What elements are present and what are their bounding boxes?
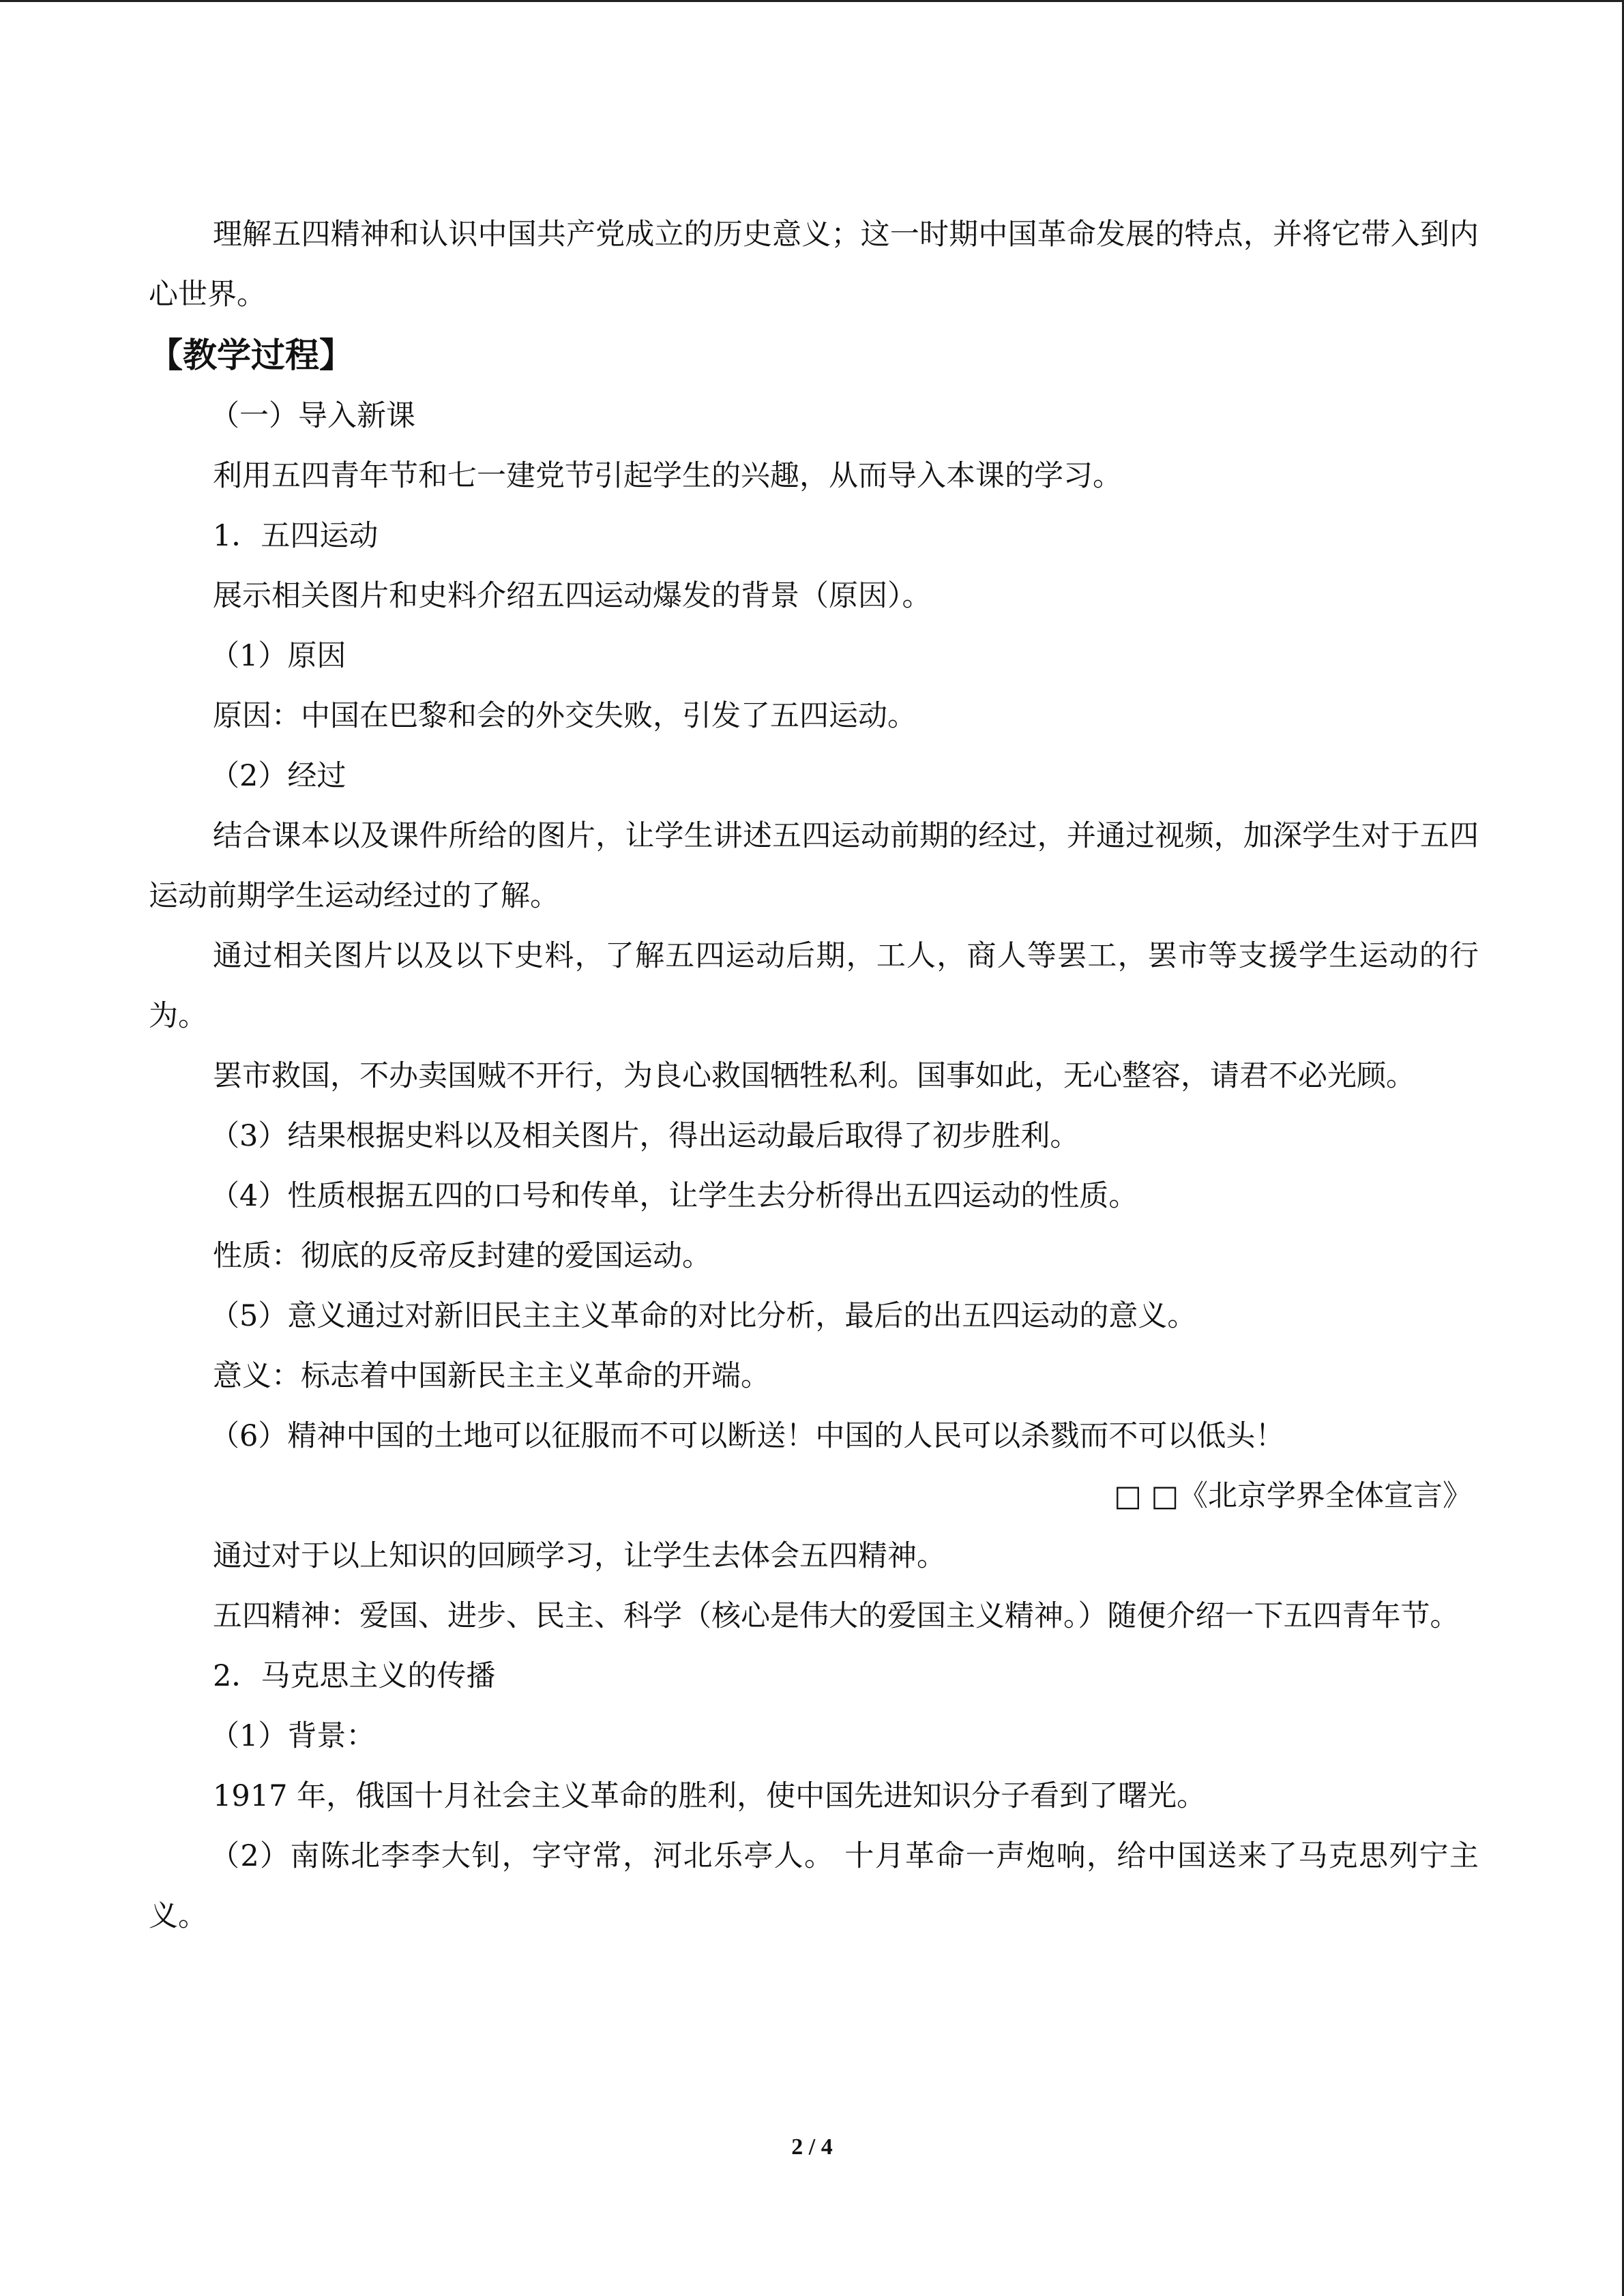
- paragraph-background: 展示相关图片和史料介绍五四运动爆发的背景（原因）。: [213, 579, 932, 613]
- paragraph-process-early: 结合课本以及课件所给的图片，让学生讲述五四运动前期的经过，并通过视频，加深学生对于五四运动前期学生运动经过的了解。: [149, 819, 1479, 913]
- subheading-process: （2）经过: [210, 759, 346, 793]
- quote-source: □ □《北京学界全体宣言》: [1114, 1479, 1472, 1513]
- paragraph-intro: 利用五四青年节和七一建党节引起学生的兴趣，从而导入本课的学习。: [213, 459, 1122, 493]
- paragraph-nature: （4）性质根据五四的口号和传单，让学生去分析得出五四运动的性质。: [210, 1179, 1138, 1213]
- subheading-marxism-background: （1）背景：: [210, 1719, 376, 1753]
- paragraph-nature-answer: 性质：彻底的反帝反封建的爱国运动。: [213, 1239, 711, 1273]
- subheading-cause: （1）原因: [210, 639, 346, 673]
- paragraph-process-late: 通过相关图片以及以下史料，了解五四运动后期，工人，商人等罢工，罢市等支援学生运动的行为。: [149, 939, 1479, 1033]
- paragraph-li-dazhao: （2）南陈北李李大钊，字守常，河北乐亭人。 十月革命一声炮响，给中国送来了马克思列宁主义。: [149, 1839, 1479, 1933]
- paragraph-goal: 理解五四精神和认识中国共产党成立的历史意义；这一时期中国革命发展的特点，并将它带入到内心世界。: [149, 218, 1479, 312]
- section-heading-teaching-process: 【教学过程】: [149, 336, 353, 375]
- subheading-may-fourth: 1．五四运动: [213, 519, 379, 553]
- subheading-marxism: 2．马克思主义的传播: [213, 1659, 496, 1693]
- paragraph-significance: （5）意义通过对新旧民主主义革命的对比分析，最后的出五四运动的意义。: [210, 1299, 1197, 1333]
- top-border: [0, 0, 1624, 2]
- paragraph-spirit-quote: （6）精神中国的土地可以征服而不可以断送！中国的人民可以杀戮而不可以低头！: [210, 1419, 1285, 1453]
- document-body: [149, 205, 1479, 1946]
- page-number: 2 / 4: [791, 2134, 833, 2160]
- paragraph-spirit: 五四精神：爱国、进步、民主、科学（核心是伟大的爱国主义精神。）随便介绍一下五四青年节。: [213, 1599, 1460, 1633]
- paragraph-result: （3）结果根据史料以及相关图片，得出运动最后取得了初步胜利。: [210, 1119, 1080, 1153]
- paragraph-october-revolution: 1917 年，俄国十月社会主义革命的胜利，使中国先进知识分子看到了曙光。: [213, 1779, 1207, 1813]
- paragraph-quote-strike: 罢市救国，不办卖国贼不开行，为良心救国牺牲私利。国事如此，无心整容，请君不必光顾。: [213, 1059, 1415, 1093]
- paragraph-review: 通过对于以上知识的回顾学习，让学生去体会五四精神。: [213, 1539, 946, 1573]
- subheading-intro: （一）导入新课: [210, 399, 415, 433]
- paragraph-significance-answer: 意义：标志着中国新民主主义革命的开端。: [213, 1359, 770, 1393]
- paragraph-cause: 原因：中国在巴黎和会的外交失败，引发了五四运动。: [213, 699, 917, 733]
